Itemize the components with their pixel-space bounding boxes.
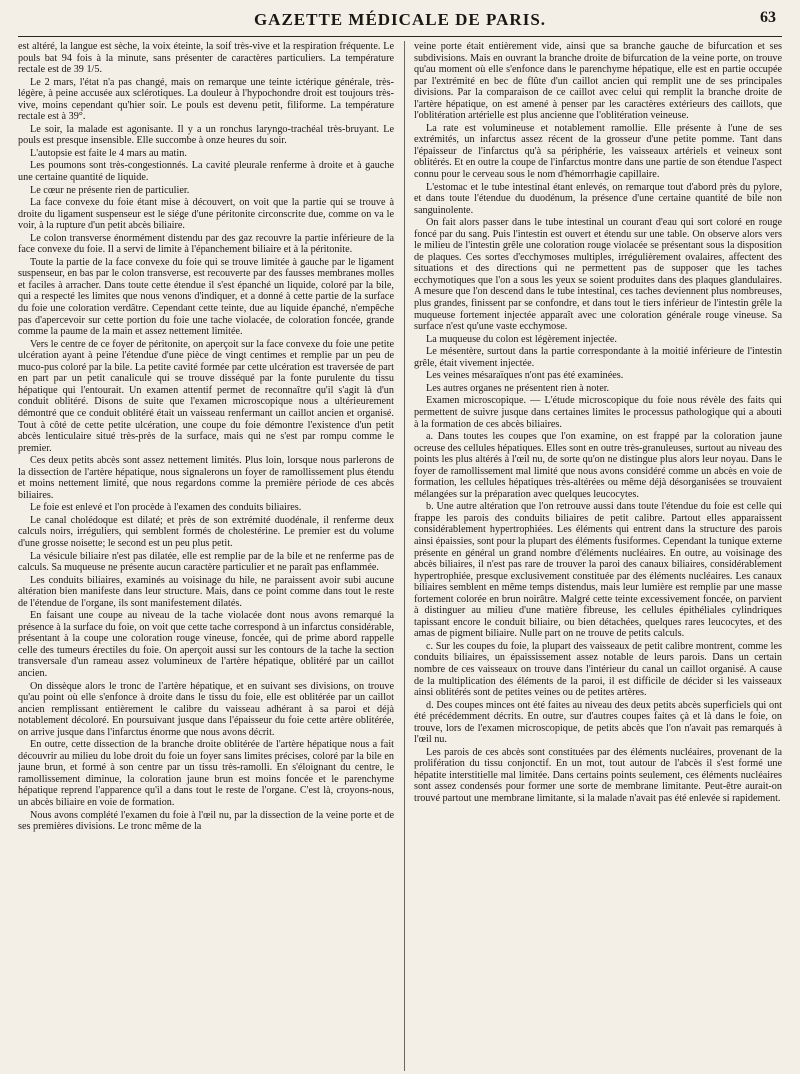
paragraph: La rate est volumineuse et notablement ramollie. Elle présente à l'une de ses extrémités, un infarctus assez récent de la grosseur d'une petite pomme. Tant dans l'épaisseur de l'infarctus qu'à sa périphérie, les vaisseaux artériels et veineux sont oblitérés. Et en outre la coupe de l'infarctus montre dans une partie de son étendue l'aspect connu pour le cerveau sous le nom d'hémorrhagie capillaire. bbox=[413, 122, 782, 181]
paragraph: a. Dans toutes les coupes que l'on examine, on est frappé par la coloration jaune ocreuse des cellules hépatiques. Elles sont en outre très-granuleuses, surtout au niveau des points les plus altérés à l'œil nu, de sorte qu'on ne distingue plus alors leur noyau. Dans le foyer de ramollissement mal limité que nous avons considéré comme un abcès en voie de formation, les cellules hépatiques très-altérées ou même déjà désorganisées se trouvaient mélangées sur la préparation avec quelques leucocytes. bbox=[413, 431, 782, 500]
page-number: 63 bbox=[760, 9, 776, 26]
paragraph: Le foie est enlevé et l'on procède à l'examen des conduits biliaires. bbox=[30, 502, 302, 514]
paragraph: veine porte était entièrement vide, ainsi que sa branche gauche de bifurcation et ses subdivisions. Mais en ouvrant la branche droite de bifurcation de la veine porte, on trouve qu'au moment où elle s'enfonce dans le parenchyme hépatique, elle est en partie occupée par l'extrémité en bec de flûte d'un caillot ancien qui remplit une de ses principales divisions. Par la comparaison de ce caillot avec celui qui remplit la branche droite de l'artère hépatique, on est amené à penser par les caractères extérieurs des caillots, que l'oblitération artérielle est plus ancienne que l'oblitération veineuse. bbox=[413, 41, 782, 122]
page-header bbox=[18, 6, 782, 37]
right-column bbox=[404, 41, 782, 1071]
paragraph: Toute la partie de la face convexe du foie qui se trouve limitée à gauche par le ligament suspenseur, en bas par le colon transverse, est recouverte par des fausses membranes molles et faciles à arracher. Dans toute cette étendue il s'est épanché un liquide, coloré par la bile, qui a respecté les limites que nous venons d'indiquer, et a donné à cette partie de la surface du foie une coloration verdâtre. Cependant cette teinte, due au liquide épanché, n'empêche pas d'apercevoir sur cette portion du foie une tache violacée, de coloration foncée, grande comme la paume de la main et assez nettement limitée. bbox=[18, 256, 394, 338]
paragraph: est altéré, la langue est sèche, la voix éteinte, la soif très-vive et la respiration fréquente. Le pouls bat 94 fois à la minute, sans présenter de caractères particuliers. La température rectale est de 39 1/5. bbox=[18, 41, 394, 76]
paragraph: La vésicule biliaire n'est pas dilatée, elle est remplie par de la bile et ne renferme pas de calculs. Sa muqueuse ne présente aucun caractère particulier et ne paraît pas enflammée. bbox=[18, 550, 394, 574]
paragraph: c. Sur les coupes du foie, la plupart des vaisseaux de petit calibre montrent, comme les conduits biliaires, un épaississement assez notable de leurs parois. Dans un certain nombre de ces vaisseaux on trouve dans l'intérieur du canal un caillot organisé. A cause de la multiplication des éléments de la paroi, il est difficile de décider si les vaisseaux ainsi oblitérés sont de petites veines ou de petites artères. bbox=[413, 640, 782, 699]
paragraph: En outre, cette dissection de la branche droite oblitérée de l'artère hépatique nous a fait découvrir au milieu du lobe droit du foie un foyer sans limites précises, coloré par la bile en jaune brun, et formé à son centre par un tissu très-ramolli. En s'éloignant du centre, le ramollissement diminue, la coloration jaune brun est moins foncée et le parenchyme hépatique reprend l'apparence qu'il a dans tout le reste de l'organe. C'est là, croyons-nous, un abcès biliaire en voie de formation. bbox=[18, 739, 394, 808]
paragraph: Les autres organes ne présentent rien à noter. bbox=[425, 382, 610, 394]
paragraph: Le soir, la malade est agonisante. Il y a un ronchus laryngo-trachéal très-bruyant. Le pouls est presque insensible. Elle succombe à onze heures du soir. bbox=[18, 123, 394, 147]
paragraph: Le colon transverse énormément distendu par des gaz recouvre la partie inférieure de la face convexe du foie. Il a servi de limite à l'épanchement biliaire et à la péritonite. bbox=[18, 232, 394, 256]
paragraph: En faisant une coupe au niveau de la tache violacée dont nous avons remarqué la présence à la surface du foie, on voit que cette tache correspond à un infarctus considérable, présentant à la coupe une coloration rouge vineuse, foncée, qui de prime abord rappelle celle des tumeurs érectiles du foie. On aperçoit aussi sur les contours de la tache la section transversale d'un rameau assez volumineux de l'artère hépatique, oblitéré par un caillot ancien. bbox=[18, 610, 394, 679]
paragraph: Le 2 mars, l'état n'a pas changé, mais on remarque une teinte ictérique générale, très-légère, à peine accusée aux sclérotiques. La douleur à l'hypochondre droit est toujours très-vive, moins cependant qu'hier soir. Le pouls est devenu petit, filiforme. La température rectale est à 39°. bbox=[18, 76, 394, 123]
paragraph: d. Des coupes minces ont été faites au niveau des deux petits abcès superficiels qui ont été précédemment décrits. En outre, sur d'autres coupes faites çà et là dans le foie, on trouve, lors de l'examen microscopique, de petits abcès que l'on n'avait pas remarqués à l'œil nu. bbox=[413, 699, 782, 746]
paragraph: On fait alors passer dans le tube intestinal un courant d'eau qui sort coloré en rouge foncé par du sang. Puis l'intestin est ouvert et étendu sur une table. On observe alors vers le milieu de l'intestin grêle une coloration rouge violacée se présentant sous la disposition de plaques. Ces sortes d'ecchymoses multiples, irrégulièrement ovalaires, affectent des situations et des directions qui ne permettent pas de supposer que les taches ecchymotiques que l'on a sous les yeux se soient produites dans des plaques glandulaires. A mesure que l'on descend dans le tube intestinal, ces taches deviennent plus nombreuses, plus grandes, finissent par se confondre, et dans tout le tiers inférieur de l'intestin grêle la muqueuse fortement injectée apparaît avec une coloration générale rouge vineuse. Sa surface n'est qu'une vaste ecchymose. bbox=[413, 217, 782, 333]
paragraph: Le mésentère, surtout dans la partie correspondante à la moitié inférieure de l'intestin grêle, était vivement injectée. bbox=[413, 346, 782, 369]
paragraph: La muqueuse du colon est légèrement injectée. bbox=[425, 333, 617, 345]
paragraph: Ces deux petits abcès sont assez nettement limités. Plus loin, lorsque nous parlerons de la dissection de l'artère hépatique, nous signalerons un foyer de ramollissement plus étendu et moins nettement limité, que nous regardons comme la première période de ces abcès biliaires. bbox=[18, 455, 394, 501]
paragraph: Les conduits biliaires, examinés au voisinage du hile, ne paraissent avoir subi aucune altération bien manifeste dans leur structure. Mais, dans ce point comme dans tout le reste de l'étendue de l'organe, ils sont manifestement dilatés. bbox=[18, 574, 394, 609]
text-columns bbox=[18, 41, 782, 1071]
paragraph: On dissèque alors le tronc de l'artère hépatique, et en suivant ses divisions, on trouve qu'au point où elle s'enfonce à droite dans le tissu du foie, elle est oblitérée par un caillot ancien remplissant entièrement le calibre du vaisseau adhérant à sa paroi et déjà notablement décoloré. En poursuivant jusque dans l'épaisseur du foie cette artère oblitérée, on arrive jusque dans l'infarctus énorme que nous avons décrit. bbox=[18, 680, 394, 738]
paragraph: L'estomac et le tube intestinal étant enlevés, on remarque tout d'abord près du pylore, et dans toute l'étendue du duodénum, la présence d'une certaine quantité de bile non sanguinolente. bbox=[413, 181, 782, 216]
paragraph: Les poumons sont très-congestionnés. La cavité pleurale renferme à droite et à gauche une certaine quantité de liquide. bbox=[18, 160, 394, 184]
left-column bbox=[18, 41, 394, 1071]
paragraph: L'autopsie est faite le 4 mars au matin. bbox=[30, 147, 187, 159]
paragraph: Le cœur ne présente rien de particulier. bbox=[30, 184, 190, 196]
paragraph: b. Une autre altération que l'on retrouve aussi dans toute l'étendue du foie est celle qui frappe les parois des conduits biliaires de petit calibre. Partout elles apparaissent considérablement hypertrophiées. Les éléments qui entrent dans la structure des parois ainsi épaissies, sont pour la plupart des éléments fusiformes. Cependant la tunique externe présente en général un grand nombre d'éléments nucléaires. En outre, au voisinage des abcès biliaires, il n'est pas rare de trouver la paroi des canaux biliaires, considérablement hypertrophiée, presque exclusivement constituée par des éléments nucléaires. Les canaux biliaires semblent en même temps distendus, mais leur lumière est remplie par une masse fortement colorée en brun noirâtre. Malgré cette teinte excessivement foncée, on parvient à distinguer au milieu d'une matière fibreuse, les cellules épithéliales cylindriques tapissant encore le conduit biliaire, ou bien détachées, quelques rares leucocytes, et des amas de pigment biliaire. Nulle part on ne trouve de petits calculs. bbox=[413, 501, 782, 640]
paragraph: Vers le centre de ce foyer de péritonite, on aperçoit sur la face convexe du foie une petite ulcération ayant à peine l'étendue d'une pièce de vingt centimes et remplie par un peu de muco-pus coloré par la bile. La petite cavité formée par cette ulcération est traversée de part en part par un petit canalicule qui se trouve disséqué par la fonte purulente du tissu hépatique qui l'entourait. Un examen attentif permet de reconnaître qu'il s'agit là d'un conduit oblitéré. Disons de suite que l'examen microscopique nous a ultérieurement démontré que ce conduit oblitéré était un vaisseau renfermant un caillot ancien et organisé. Tout à côté de cette petite ulcération, une coupe du foie démontre l'existence d'un petit abcès lenticulaire situé très-près de la surface, mais qui ne s'est par rompu comme le premier. bbox=[18, 338, 394, 454]
paragraph: Les parois de ces abcès sont constituées par des éléments nucléaires, provenant de la prolifération du tissu conjonctif. En un mot, tout autour de l'abcès il s'est formé une hépatite interstitielle mal limitée. Dans certains points seulement, ces éléments nucléaires sont assez condensés pour former une sorte de membrane limitante. Peut-être aurait-on trouvé partout une membrane limitante, si la malade n'avait pas été enlevée si rapidement. bbox=[413, 746, 782, 804]
paragraph: Examen microscopique. — L'étude microscopique du foie nous révèle des faits qui permettent de suivre jusque dans certaines limites le processus pathologique qui a abouti à la formation de ces abcès biliaires. bbox=[413, 395, 782, 430]
paragraph: La face convexe du foie étant mise à découvert, on voit que la partie qui se trouve à droite du ligament suspenseur est le siége d'une péritonite circonscrite due, comme on va le voir, à la rupture d'un petit abcès biliaire. bbox=[18, 197, 394, 232]
paragraph: Nous avons complété l'examen du foie à l'œil nu, par la dissection de la veine porte et de ses premières divisions. Le tronc même de la bbox=[18, 809, 394, 833]
journal-title: GAZETTE MÉDICALE DE PARIS. bbox=[253, 10, 547, 29]
paragraph: Le canal cholédoque est dilaté; et près de son extrémité duodénale, il renferme deux calculs noirs, irréguliers, qui semblent formés de cholestérine. Le premier est du volume d'une grosse noisette; le second est un peu plus petit. bbox=[18, 514, 394, 549]
paragraph: Les veines mésaraïques n'ont pas été examinées. bbox=[425, 370, 624, 382]
